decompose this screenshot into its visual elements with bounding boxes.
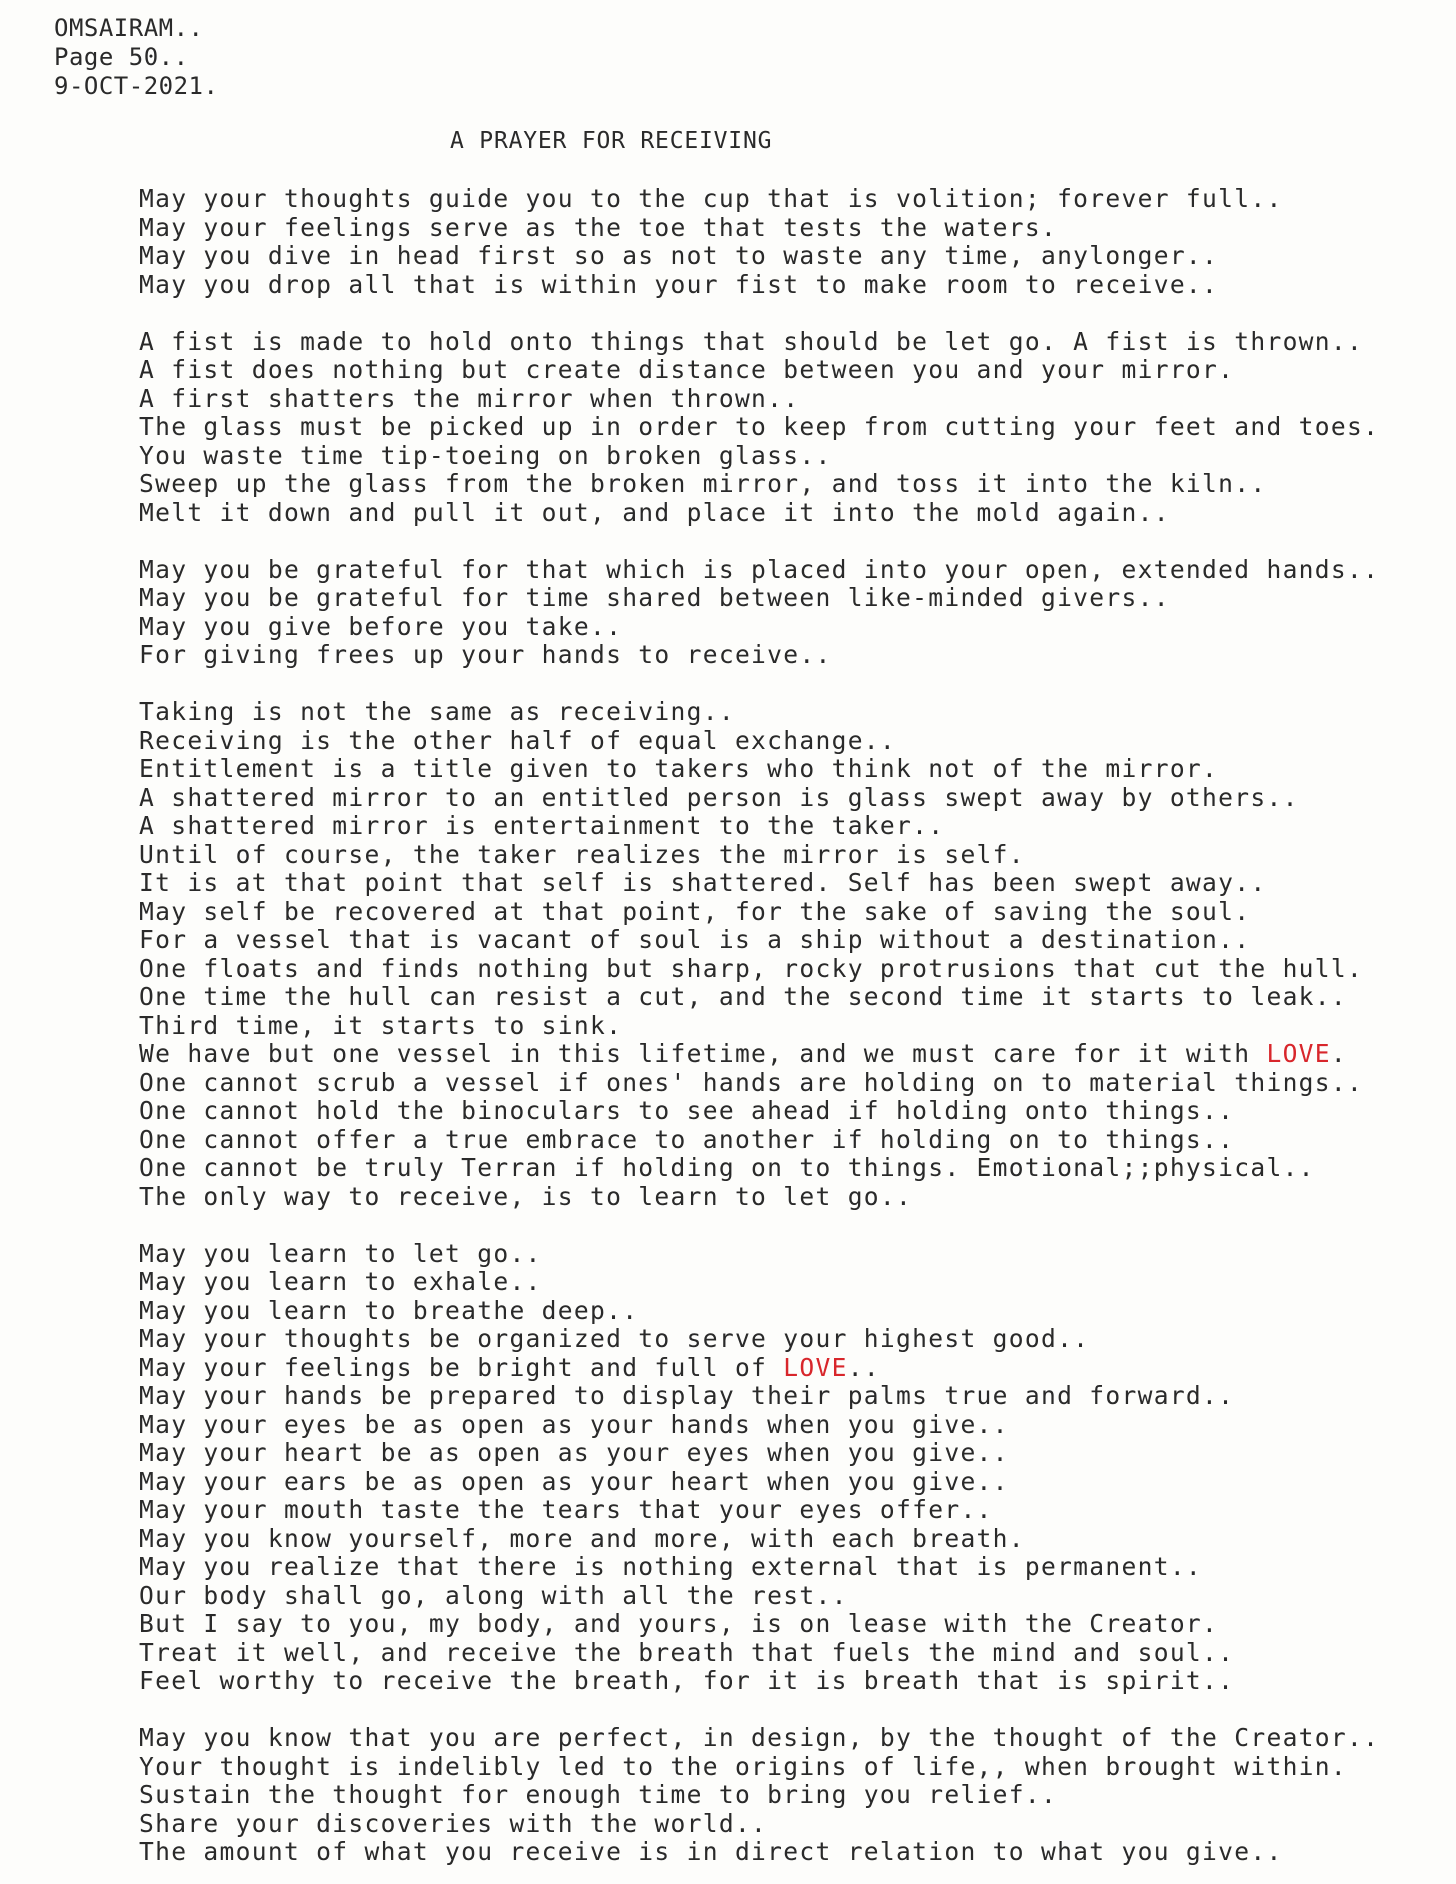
poem-line: A fist does nothing but create distance between you and your mirror. <box>139 355 1235 384</box>
poem-line: Feel worthy to receive the breath, for it is breath that is spirit.. <box>139 1666 1235 1695</box>
poem-line: May your ears be as open as your heart when you give.. <box>139 1466 1009 1496</box>
poem-line: May you learn to breathe deep.. <box>139 1295 639 1325</box>
poem-line: May self be recovered at that point, for the sake of saving the soul. <box>139 896 1251 926</box>
poem-line: May you learn to let go.. <box>139 1238 542 1268</box>
poem-line: Sweep up the glass from the broken mirror, and toss it into the kiln.. <box>139 469 1267 498</box>
header-date: 9-OCT-2021. <box>54 72 219 100</box>
poem-line-text: May your feelings be bright and full of <box>139 1352 784 1382</box>
poem-line: May your mouth taste the tears that your eyes offer.. <box>139 1495 993 1524</box>
poem-line: Our body shall go, along with all the rest.. <box>139 1580 848 1610</box>
poem-line: May your heart be as open as your eyes when you give.. <box>139 1438 1009 1467</box>
stanza-2 <box>139 328 1449 528</box>
poem-line-text: We have but one vessel in this lifetime, and we must care for it with <box>139 1039 1267 1068</box>
poem-line: One cannot scrub a vessel if ones' hands are holding on to material things.. <box>139 1067 1364 1097</box>
stanza-5 <box>139 1240 1449 1696</box>
stanza-6 <box>139 1724 1449 1867</box>
stanza-1 <box>139 185 1449 299</box>
love-word: LOVE <box>783 1352 848 1382</box>
poem-line: May you know yourself, more and more, with each breath. <box>139 1523 1025 1553</box>
stanza-3 <box>139 556 1449 670</box>
poem-line: Share your discoveries with the world.. <box>139 1808 768 1838</box>
poem-line: Your thought is indelibly led to the origins of life,, when brought within. <box>139 1751 1348 1781</box>
poem-line: May you be grateful for time shared between like-minded givers.. <box>139 583 1170 612</box>
poem-line: Taking is not the same as receiving.. <box>139 697 735 726</box>
poem-line: Receiving is the other half of equal exchange.. <box>139 725 897 755</box>
poem-line: A fist is made to hold onto things that should be let go. A fist is thrown.. <box>139 326 1364 356</box>
header-page-number: Page 50.. <box>54 43 189 71</box>
stanza-4 <box>139 698 1449 1211</box>
poem-line: May you dive in head first so as not to waste any time, anylonger.. <box>139 241 1219 270</box>
poem-line: May your feelings serve as the toe that tests the waters. <box>139 212 1058 242</box>
poem-line-with-love <box>139 1040 1449 1069</box>
poem-line: May you give before you take.. <box>139 611 623 641</box>
poem-line: For a vessel that is vacant of soul is a ship without a destination.. <box>139 925 1251 954</box>
poem-line: May you be grateful for that which is placed into your open, extended hands.. <box>139 554 1380 584</box>
page-header <box>54 14 218 101</box>
poem-line: One cannot be truly Terran if holding on to things. Emotional;;physical.. <box>139 1153 1315 1182</box>
poem-line: The glass must be picked up in order to keep from cutting your feet and toes. <box>139 412 1380 441</box>
poem-line: Sustain the thought for enough time to bring you relief.. <box>139 1780 1058 1809</box>
poem-line: Treat it well, and receive the breath that fuels the mind and soul.. <box>139 1637 1235 1667</box>
poem-body <box>139 185 1449 1867</box>
poem-line: One cannot offer a true embrace to another if holding on to things.. <box>139 1124 1235 1154</box>
poem-line: May you learn to exhale.. <box>139 1267 542 1296</box>
poem-line: One floats and finds nothing but sharp, rocky protrusions that cut the hull. <box>139 953 1364 983</box>
poem-line: May your eyes be as open as your hands when you give.. <box>139 1409 1009 1439</box>
poem-line: A shattered mirror is entertainment to the taker.. <box>139 811 945 840</box>
poem-line: A shattered mirror to an entitled person is glass swept away by others.. <box>139 782 1299 812</box>
poem-line: But I say to you, my body, and yours, is on lease with the Creator. <box>139 1609 1219 1638</box>
poem-line-with-love <box>139 1354 1449 1383</box>
poem-line: It is at that point that self is shattered. Self has been swept away.. <box>139 868 1267 897</box>
poem-line: For giving frees up your hands to receive.. <box>139 640 832 669</box>
poem-line: May you know that you are perfect, in design, by the thought of the Creator.. <box>139 1723 1380 1752</box>
poem-line: One cannot hold the binoculars to see ahead if holding onto things.. <box>139 1096 1235 1125</box>
love-suffix: .. <box>847 1352 880 1382</box>
poem-line: One time the hull can resist a cut, and the second time it starts to leak.. <box>139 982 1348 1011</box>
poem-line: The only way to receive, is to learn to let go.. <box>139 1181 913 1211</box>
poem-line: May your thoughts be organized to serve your highest good.. <box>139 1324 1090 1353</box>
poem-line: A first shatters the mirror when thrown.. <box>139 383 800 413</box>
poem-line: May you drop all that is within your fist to make room to receive.. <box>139 269 1219 299</box>
poem-line: Third time, it starts to sink. <box>139 1010 623 1040</box>
love-suffix: . <box>1330 1039 1348 1068</box>
poem-line: Until of course, the taker realizes the mirror is self. <box>139 839 1025 869</box>
poem-line: May your thoughts guide you to the cup that is volition; forever full.. <box>139 184 1283 213</box>
love-word: LOVE <box>1266 1039 1331 1068</box>
poem-line: May you realize that there is nothing external that is permanent.. <box>139 1552 1203 1581</box>
poem-line: You waste time tip-toeing on broken glass.. <box>139 440 832 470</box>
poem-line: May your hands be prepared to display their palms true and forward.. <box>139 1381 1235 1410</box>
poem-line: Melt it down and pull it out, and place it into the mold again.. <box>139 497 1170 527</box>
header-line-omsairam: OMSAIRAM.. <box>54 14 204 42</box>
poem-line: The amount of what you receive is in direct relation to what you give.. <box>139 1837 1283 1866</box>
poem-title: A PRAYER FOR RECEIVING <box>450 128 773 154</box>
poem-line: Entitlement is a title given to takers who think not of the mirror. <box>139 754 1219 783</box>
